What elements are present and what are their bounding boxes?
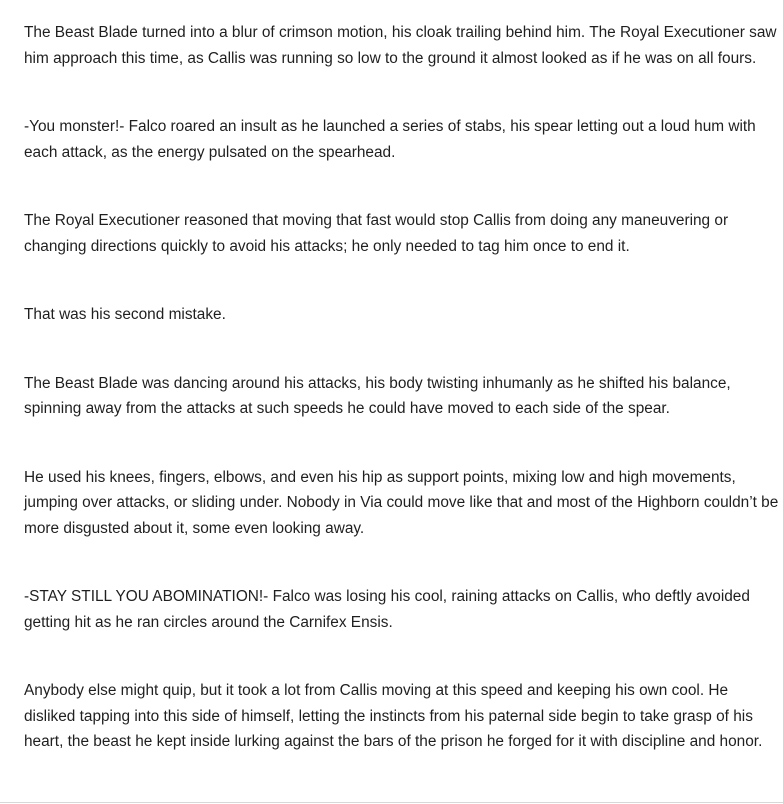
paragraph: -You monster!- Falco roared an insult as he launched a series of stabs, his spear letting out a loud hum with each attack, as the energy pulsated on the spearhead. bbox=[24, 118, 756, 161]
paragraph: The Royal Executioner reasoned that moving that fast would stop Callis from doing any maneuvering or changing directions quickly to avoid his attacks; he only needed to tag him once to end it. bbox=[24, 212, 729, 255]
chapter-text bbox=[24, 20, 781, 798]
paragraph: The Beast Blade was dancing around his attacks, his body twisting inhumanly as he shifted his balance, spinning away from the attacks at such speeds he could have moved to each side of the spear. bbox=[24, 374, 731, 417]
paragraph: He used his knees, fingers, elbows, and even his hip as support points, mixing low and high movements, jumping over attacks, or sliding under. Nobody in Via could move like that and most of the Highborn couldn’t be more disgusted about it, some even looking away. bbox=[24, 468, 779, 537]
bottom-divider bbox=[0, 802, 783, 803]
paragraph: The Beast Blade turned into a blur of crimson motion, his cloak trailing behind him. The Royal Executioner saw him approach this time, as Callis was running so low to the ground it almost looked as if he was on all fours. bbox=[24, 24, 777, 67]
paragraph: That was his second mistake. bbox=[24, 306, 226, 323]
paragraph: -STAY STILL YOU ABOMINATION!- Falco was losing his cool, raining attacks on Callis, who deftly avoided getting hit as he ran circles around the Carnifex Ensis. bbox=[24, 588, 750, 631]
paragraph: Anybody else might quip, but it took a lot from Callis moving at this speed and keeping his own cool. He disliked tapping into this side of himself, letting the instincts from his paternal side begin to take grasp of his heart, the beast he kept inside lurking against the bars of the prison he forged for it with discipline and honor. bbox=[24, 682, 763, 750]
